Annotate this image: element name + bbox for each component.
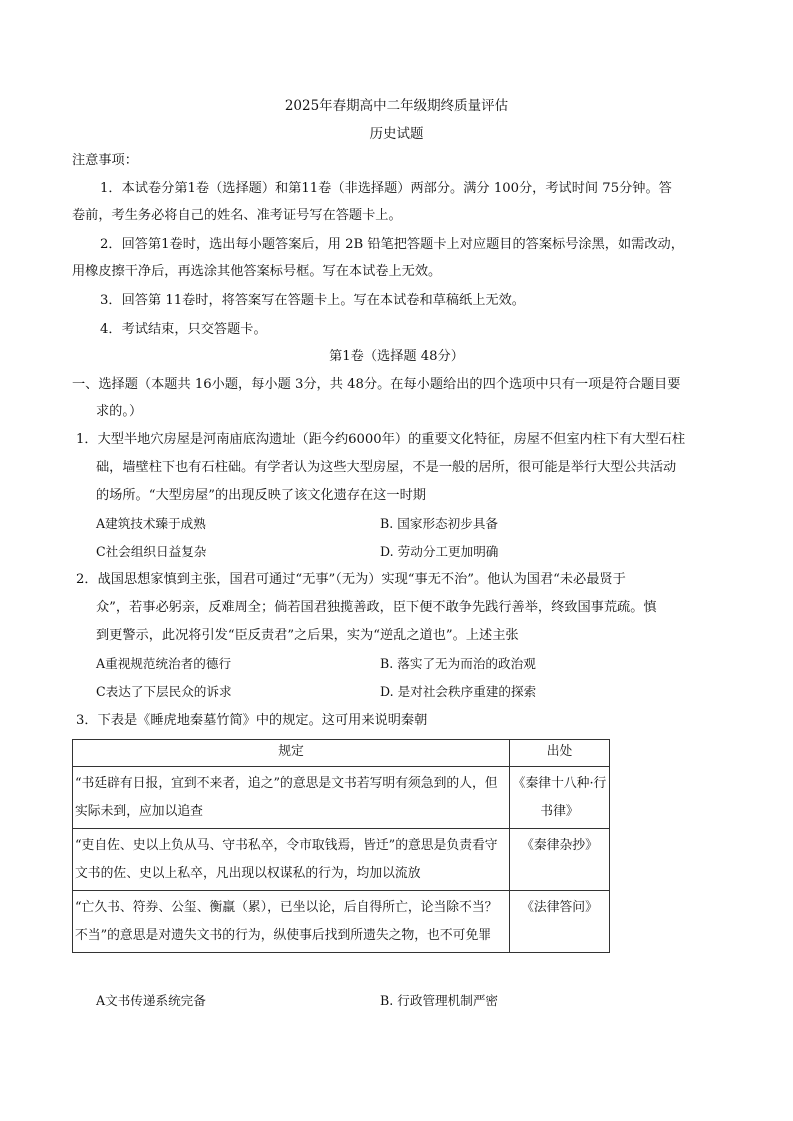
question-3-option-b: B. 行政管理机制严密: [380, 993, 499, 1008]
exam-title: 2025年春期高中二年级期终质量评估: [284, 98, 509, 114]
question-2-option-d: D. 是对社会秩序重建的探索: [380, 684, 537, 699]
note-4: 4．考试结束，只交答题卡。: [100, 322, 267, 337]
source-cell: 《秦律杂抄》: [510, 829, 610, 891]
question-2-option-b: B. 落实了无为而治的政治观: [380, 656, 536, 671]
note-1-line-1: 1．本试卷分第1卷（选择题）和第11卷（非选择题）两部分。满分 100分，考试时间 75分钟。答: [100, 181, 672, 196]
table-header-row: [73, 740, 610, 767]
question-2-line-3: 到更警示，此况将引发“臣反责君”之后果，实为“逆乱之道也”。上述主张: [96, 628, 519, 643]
exam-subject: 历史试题: [369, 126, 424, 142]
question-1-option-d: D. 劳动分工更加明确: [380, 544, 499, 559]
question-2-option-c: C表达了下层民众的诉求: [96, 684, 232, 699]
source-cell: 《法律答问》: [510, 891, 610, 953]
question-3-stem: 3．下表是《睡虎地秦墓竹简》中的规定。这可用来说明秦朝: [76, 713, 428, 728]
question-1-option-b: B. 国家形态初步具备: [380, 516, 499, 531]
note-1-line-2: 卷前，考生务必将自己的姓名、准考证号写在答题卡上。: [72, 208, 402, 223]
table-row: [73, 767, 610, 829]
question-1-option-c: C社会组织日益复杂: [96, 544, 207, 559]
question-2-line-1: 2．战国思想家慎到主张，国君可通过“无事”（无为）实现“事无不治”。他认为国君“未必最贤于: [76, 572, 626, 587]
table-row: [73, 829, 610, 891]
note-3: 3．回答第 11卷时，将答案写在答题卡上。写在本试卷和草稿纸上无效。: [100, 293, 525, 308]
table-row: [73, 891, 610, 953]
question-1-line-3: 的场所。“大型房屋”的出现反映了该文化遗存在这一时期: [96, 488, 426, 503]
note-2-line-1: 2．回答第1卷时，选出每小题答案后，用 2B 铅笔把答题卡上对应题目的答案标号涂黑，如需改动，: [100, 237, 684, 252]
regulations-table: [72, 739, 610, 953]
notes-heading: 注意事项：: [72, 153, 138, 168]
section-instructions-line-2: 求的。）: [96, 404, 143, 419]
note-2-line-2: 用橡皮擦干净后，再选涂其他答案标号框。写在本试卷上无效。: [72, 264, 442, 279]
question-1-line-2: 础，墙壁柱下也有石柱础。有学者认为这些大型房屋，不是一般的居所，很可能是举行大型公共活动: [96, 460, 677, 475]
column-header-source: 出处: [510, 740, 610, 767]
regulation-cell: “书廷辟有日报，宜到不来者，追之”的意思是文书若写明有须急到的人，但实际未到，应加以追查: [73, 767, 510, 829]
column-header-regulation: 规定: [73, 740, 510, 767]
question-1-line-1: 1．大型半地穴房屋是河南庙底沟遗址（距今约6000年）的重要文化特征，房屋不但室内柱下有大型石柱: [76, 432, 686, 447]
source-cell: 《秦律十八种·行书律》: [510, 767, 610, 829]
regulation-cell: “吏自佐、史以上负从马、守书私卒，令市取钱焉，皆迁”的意思是负责看守文书的佐、史以上私卒，凡出现以权谋私的行为，均加以流放: [73, 829, 510, 891]
question-1-option-a: A建筑技术臻于成熟: [96, 516, 206, 531]
section-instructions-line-1: 一、选择题（本题共 16小题，每小题 3分，共 48分。在每小题给出的四个选项中只有一项是符合题目要: [72, 377, 681, 392]
section-heading: 第1卷（选择题 48分）: [329, 349, 464, 364]
question-3-option-a: A文书传递系统完备: [96, 993, 206, 1008]
question-2-line-2: 众”，若事必躬亲，反难周全；倘若国君独揽善政，臣下便不敢争先践行善举，终致国事荒疏。慎: [96, 600, 657, 615]
question-2-option-a: A重视规范统治者的德行: [96, 656, 232, 671]
regulation-cell: “亡久书、符券、公玺、衡羸（累），已坐以论，后自得所亡，论当除不当？不当”的意思是对遗失文书的行为，纵使事后找到所遗失之物，也不可免罪: [73, 891, 510, 953]
